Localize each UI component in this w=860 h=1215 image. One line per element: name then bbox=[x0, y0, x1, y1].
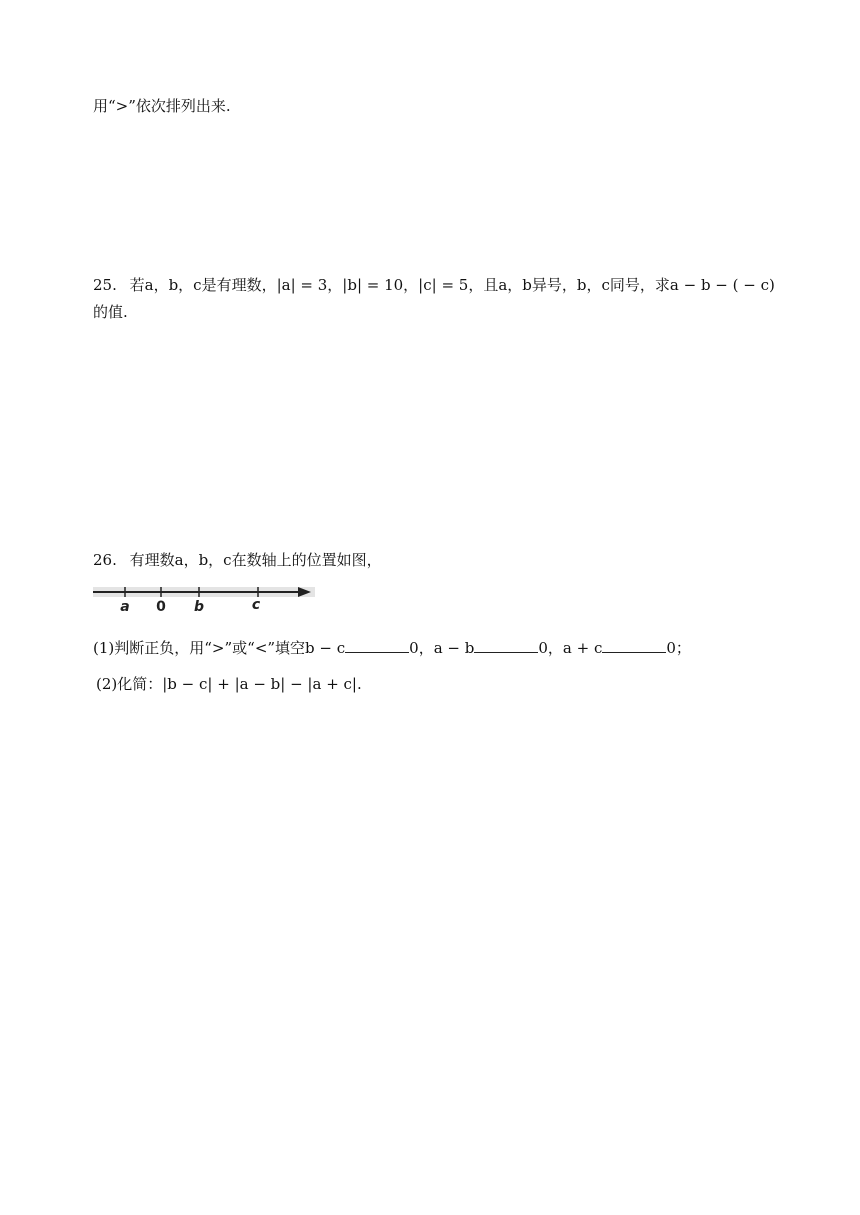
question-26-intro bbox=[93, 550, 382, 570]
question-26-part2: (2)化简：|b − c| + |a − b| − |a + c|. bbox=[96, 675, 362, 693]
number-line-figure bbox=[93, 581, 315, 615]
answer-blank-1[interactable] bbox=[345, 638, 409, 653]
label-c: c bbox=[251, 597, 261, 613]
part1-mid2: 0，a + c bbox=[538, 639, 603, 657]
part1-end: 0； bbox=[666, 639, 691, 657]
question-25-number: 25. bbox=[93, 276, 117, 294]
question-26-text: 有理数a，b，c在数轴上的位置如图， bbox=[129, 551, 382, 569]
answer-blank-3[interactable] bbox=[602, 638, 666, 653]
label-zero: 0 bbox=[156, 599, 166, 615]
answer-blank-2[interactable] bbox=[474, 638, 538, 653]
label-a: a bbox=[120, 599, 130, 615]
question-26-part1 bbox=[93, 638, 691, 658]
part1-mid1: 0，a − b bbox=[409, 639, 475, 657]
part1-prompt: (1)判断正负，用“>”或“<”填空b − c bbox=[93, 639, 346, 657]
question-25-line2: 的值. bbox=[93, 303, 128, 321]
label-b: b bbox=[193, 599, 205, 615]
continued-question-text: 用“>”依次排列出来. bbox=[93, 97, 231, 115]
question-25-line1 bbox=[93, 275, 775, 295]
question-26-number: 26. bbox=[93, 551, 117, 569]
question-25-text: 若a，b，c是有理数，|a| = 3，|b| = 10，|c| = 5，且a，b异号，b，c同号，求a − b − ( − c) bbox=[129, 276, 775, 294]
